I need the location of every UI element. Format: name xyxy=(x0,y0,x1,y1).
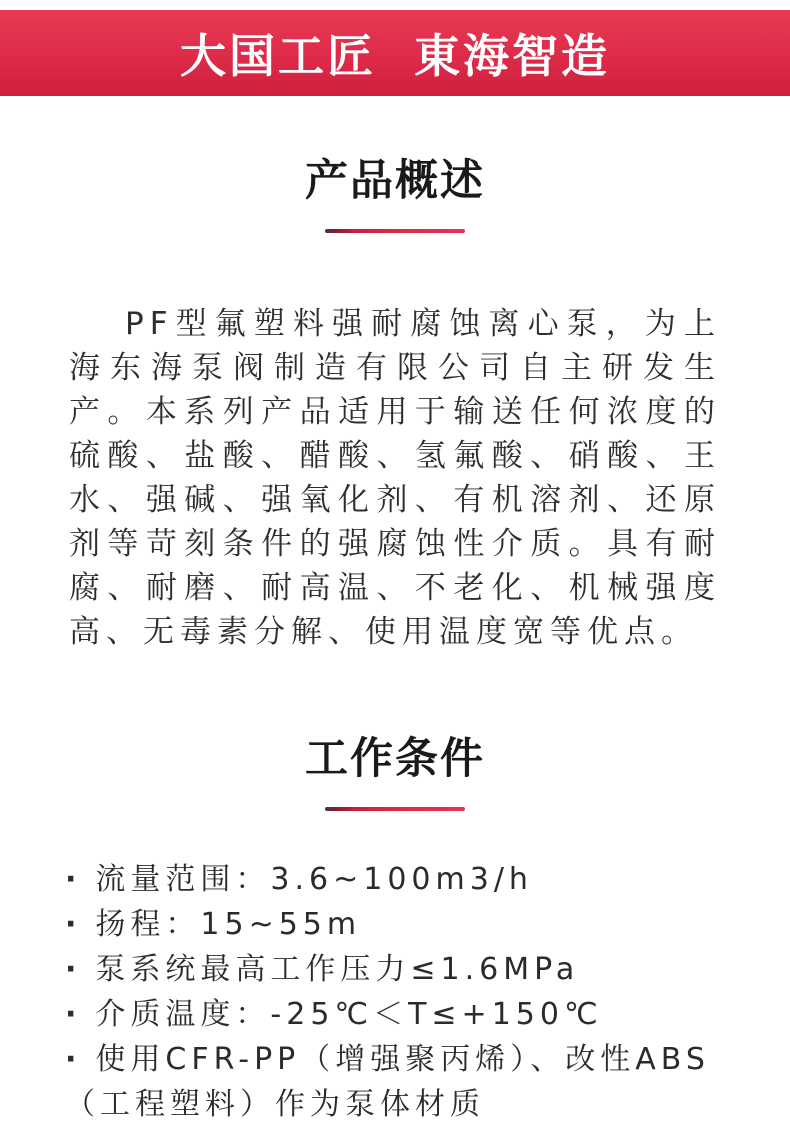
condition-item-text: 扬程：15~55m xyxy=(95,907,362,942)
bullet-dot-icon: · xyxy=(65,862,82,897)
overview-heading xyxy=(0,156,790,233)
section-working-conditions xyxy=(0,734,790,1127)
condition-item-max-pressure xyxy=(65,947,725,992)
bullet-dot-icon: · xyxy=(65,997,82,1032)
section-overview xyxy=(0,156,790,654)
condition-item-head xyxy=(65,902,725,947)
overview-title: 产品概述 xyxy=(305,156,485,206)
conditions-title: 工作条件 xyxy=(305,734,485,784)
overview-title-underline xyxy=(325,229,465,233)
conditions-heading xyxy=(0,734,790,811)
brand-banner xyxy=(0,10,790,96)
bullet-dot-icon: · xyxy=(65,907,82,942)
overview-paragraph: PF型氟塑料强耐腐蚀离心泵，为上海东海泵阀制造有限公司自主研发生产。本系列产品适用于输送任何浓度的硫酸、盐酸、醋酸、氢氟酸、硝酸、王水、强碱、强氧化剂、有机溶剂、还原剂等苛刻条件的强腐蚀性介质。具有耐腐、耐磨、耐高温、不老化、机械强度高、无毒素分解、使用温度宽等优点。 xyxy=(69,306,721,650)
condition-item-flow-range xyxy=(65,857,725,902)
condition-item-text: 流量范围：3.6~100m3/h xyxy=(95,862,533,897)
condition-item-text: 介质温度：-25℃＜T≤+150℃ xyxy=(95,997,603,1032)
bullet-dot-icon: · xyxy=(65,1042,82,1077)
conditions-list xyxy=(65,857,725,1127)
banner-title: 大国工匠 東海智造 xyxy=(179,29,611,83)
condition-item-text: 泵系统最高工作压力≤1.6MPa xyxy=(95,952,580,987)
condition-item-pump-body-material xyxy=(65,1037,725,1127)
condition-item-text: 使用CFR-PP（增强聚丙烯）、改性ABS（工程塑料）作为泵体材质 xyxy=(65,1042,710,1122)
conditions-title-underline xyxy=(325,807,465,811)
condition-item-medium-temperature xyxy=(65,992,725,1037)
bullet-dot-icon: · xyxy=(65,952,82,987)
